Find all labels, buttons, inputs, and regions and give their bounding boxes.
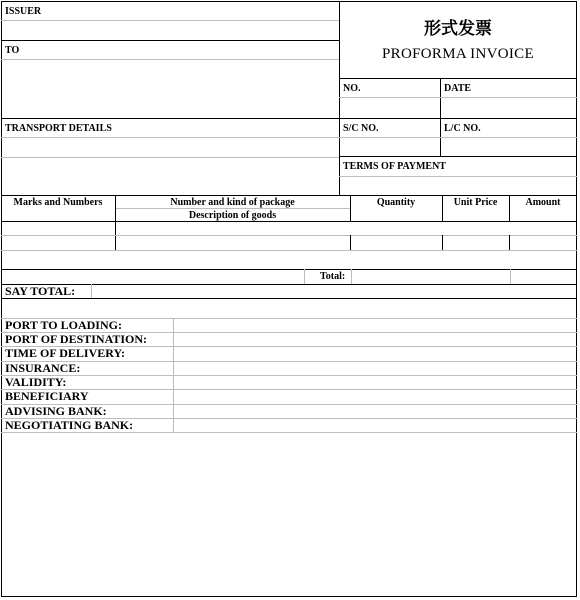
beneficiary-label: BENEFICIARY	[5, 389, 89, 403]
no-label: NO.	[343, 83, 361, 94]
lc-no-label: L/C NO.	[444, 123, 481, 134]
to-label: TO	[5, 45, 20, 56]
details-divider	[173, 318, 174, 432]
issuer-label: ISSUER	[5, 6, 42, 17]
invoice-title-en: PROFORMA INVOICE	[382, 46, 534, 62]
total-row-top	[1, 269, 577, 270]
no-top-line	[339, 78, 577, 79]
sc-top-line	[339, 118, 577, 119]
port-destination-label: PORT OF DESTINATION:	[5, 332, 148, 346]
advising-bank-label: ADVISING BANK:	[5, 404, 107, 418]
say-total-bottom	[1, 298, 577, 299]
col-header-unit-price: Unit Price	[453, 197, 498, 208]
col-header-package: Number and kind of package	[170, 197, 295, 208]
say-total-label: SAY TOTAL:	[5, 284, 76, 298]
time-of-delivery-label: TIME OF DELIVERY:	[5, 346, 126, 360]
transport-top-line	[1, 118, 339, 119]
negotiating-bank-label: NEGOTIATING BANK:	[5, 418, 134, 432]
invoice-title-cn: 形式发票	[424, 19, 492, 39]
col-header-description: Description of goods	[188, 210, 277, 221]
to-top-line	[1, 40, 339, 41]
transport-details-label: TRANSPORT DETAILS	[5, 123, 112, 134]
no-date-divider	[440, 78, 441, 118]
validity-label: VALIDITY:	[5, 375, 67, 389]
col-header-amount: Amount	[525, 197, 561, 208]
total-label: Total:	[320, 271, 346, 282]
invoice-form	[1, 1, 577, 597]
col-header-marks: Marks and Numbers	[13, 197, 103, 208]
goods-table-top	[1, 195, 577, 196]
total-row-bottom	[1, 284, 577, 285]
insurance-label: INSURANCE:	[5, 361, 81, 375]
upper-divider	[339, 1, 340, 195]
terms-top-line	[339, 156, 577, 157]
date-label: DATE	[444, 83, 472, 94]
sc-no-label: S/C NO.	[343, 123, 379, 134]
col-header-quantity: Quantity	[376, 197, 416, 208]
terms-of-payment-label: TERMS OF PAYMENT	[343, 161, 446, 172]
port-loading-label: PORT TO LOADING:	[5, 318, 122, 332]
